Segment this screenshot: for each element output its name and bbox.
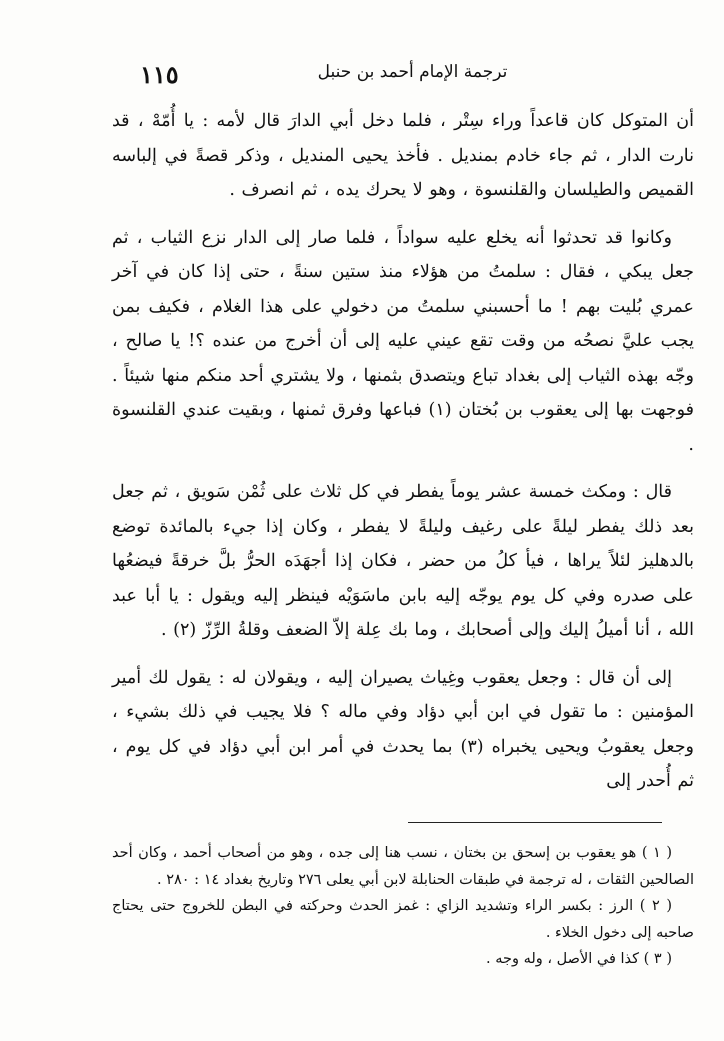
paragraph: وكانوا قد تحدثوا أنه يخلع عليه سواداً ، فلما صار إلى الدار نزع الثياب ، ثم جعل يبكي ، فقال : سلمتُ من هؤلاء منذ ستين سنةً ، حتى إذا كان في آخر عمري بُليت بهم ! ما أحسبني سلمتُ من دخولي على هذا الغلام ، فكيف بمن يجب عليَّ نصحُه من وقت تقع عيني عليه إلى أن أخرج من عنده ؟! يا صالح ، وجّه بهذه الثياب إلى بغداد تباع ويتصدق بثمنها ، ولا يشتري أحد منكم منها شيئاً . فوجهت بها إلى يعقوب بن بُختان (١) فباعها وفرق ثمنها ، وبقيت عندي القلنسوة .	[112, 227, 695, 455]
running-title: ترجمة الإمام أحمد بن حنبل	[317, 62, 508, 82]
footnote: ( ٣ ) كذا في الأصل ، وله وجه .	[486, 951, 672, 967]
footnote: ( ١ ) هو يعقوب بن إسحق بن بختان ، نسب هنا إلى جده ، وهو من أصحاب أحمد ، وكان أحد الصالحين الثقات ، له ترجمة في طبقات الحنابلة لابن أبي يعلى ٢٧٦ وتاريخ بغداد ١٤ : ٢٨٠ .	[112, 845, 694, 888]
main-text	[112, 104, 694, 812]
footnote-divider	[408, 822, 662, 823]
page-header	[130, 56, 695, 90]
footnote: ( ٢ ) الرز : بكسر الراء وتشديد الزاي : غمز الحدث وحركته في البطن للخروج حتى يحتاج صاحبه إلى دخول الخلاء .	[112, 898, 694, 941]
footnotes	[112, 840, 694, 973]
paragraph: أن المتوكل كان قاعداً وراء سِتْر ، فلما دخل أبي الدارَ قال لأمه : يا أُمّهْ ، قد نارت الدار ، ثم جاء خادم بمنديل . فأخذ يحيى المنديل ، وذكر قصةً في إلباسه القميص والطيلسان والقلنسوة ، وهو لا يحرك يده ، ثم انصرف .	[112, 111, 694, 200]
paragraph: قال : ومكث خمسة عشر يوماً يفطر في كل ثلاث على ثُمْن سَويق ، ثم جعل بعد ذلك يفطر ليلةً على رغيف وليلةً لا يفطر ، وكان إذا جيء بالمائدة توضع بالدهليز لئلاً يراها ، فيأ كلُ من حضر ، فكان إذا أجهَدَه الحرُّ بلَّ خرقةً فيضعُها على صدره وفي كل يوم يوجّه إليه بابن ماسَوَيْه فينظر إليه ويقول : يا أبا عبد الله ، أنا أميلُ إليك وإلى أصحابك ، وما بك عِلة إلاّ الضعف وقلةُ الرِّزّ (٢) .	[112, 482, 694, 640]
page-number: ١١٥	[140, 60, 179, 89]
paragraph: إلى أن قال : وجعل يعقوب وغِياث يصيران إليه ، ويقولان له : يقول لك أمير المؤمنين : ما تقول في ابن أبي دؤاد وفي ماله ؟ فلا يجيب في ذلك بشيء ، وجعل يعقوبُ ويحيى يخبراه (٣) بما يحدث في أمر ابن أبي دؤاد في كل يوم ، ثم أُحدر إلى	[112, 667, 694, 791]
